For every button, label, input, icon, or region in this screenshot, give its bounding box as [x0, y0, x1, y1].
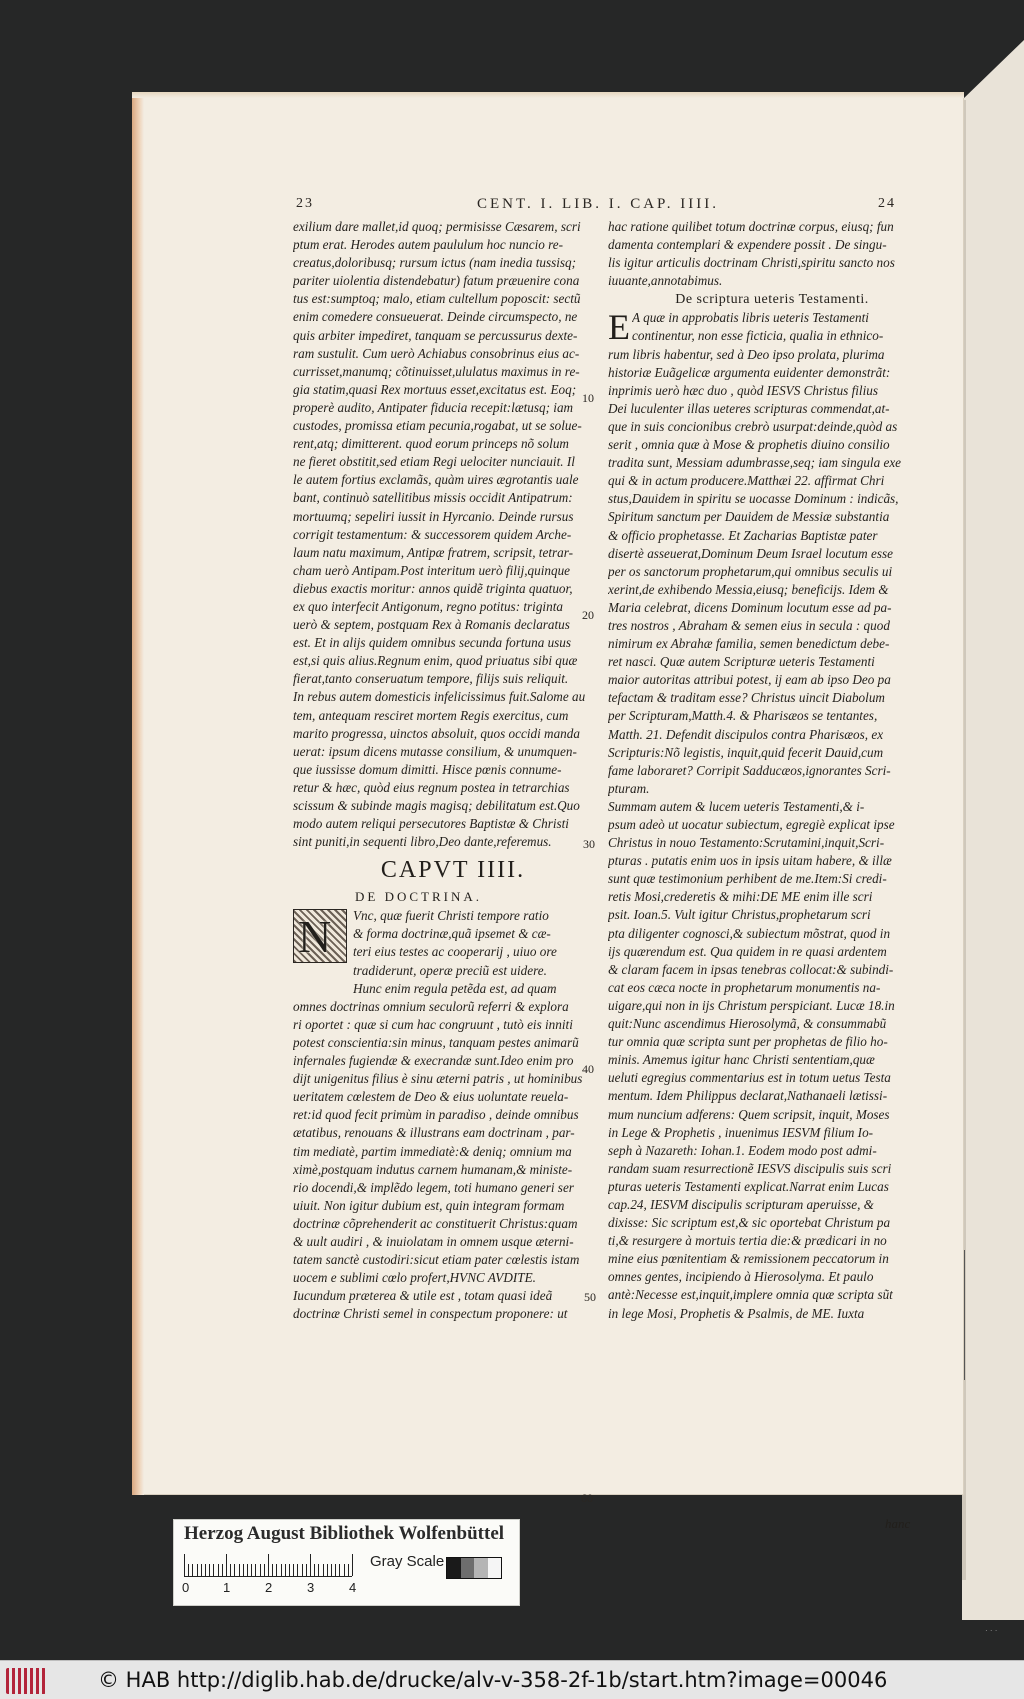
hab-logo-icon: [6, 1668, 46, 1694]
text-line: uerat: ipsum dicens mutasse consilium, & unumquen-: [293, 743, 577, 759]
text-line: randam suam resurrectionẽ IESVS discipulis suis scri: [608, 1160, 892, 1176]
text-line: enim comedere consueuerat. Deinde circumspecto, ne: [293, 309, 578, 325]
ruler-tick: [348, 1564, 349, 1576]
drop-initial-block-right: [608, 307, 936, 348]
text-line: disertè asseuerat,Dominum Deum Israel locutum esse: [608, 545, 893, 561]
ruler-tick: [213, 1564, 214, 1576]
text-line: tim mediatè, partim immediatè:& deniq; omnium ma: [293, 1143, 572, 1159]
text-line: dijt unigenitus filius è sinu æterni patris , ut hominibus: [293, 1071, 583, 1087]
text-line: ram sustulit. Cum uerò Achiabus consobrinus eius ac-: [293, 345, 580, 361]
text-line: uigare,qui non in ijs Christum perspiciant. Lucæ 18.in: [608, 997, 895, 1013]
text-line: ne fieret obstitit,sed etiam Regi uelociter nunciauit. Il: [293, 454, 575, 470]
text-line: pta diligenter cognosci,& subiectum mõstrat, quod in: [608, 925, 891, 941]
text-line: & claram facem in ipsas tenebras collocat:& subindi-: [608, 961, 894, 977]
next-page-mark: · · ·: [985, 1626, 998, 1635]
text-line: corrigit testamentum: & successorem quidem Arche-: [293, 526, 572, 542]
gray-swatch: [446, 1557, 502, 1579]
text-line: Vnc, quæ fuerit Christi tempore ratio: [353, 908, 549, 924]
page-edge-left: [132, 92, 144, 1495]
text-line: cap.24, IESVM discipulis scripturam aperuisse, &: [608, 1196, 874, 1212]
ruler-tick: [318, 1564, 319, 1576]
ruler-tick: [285, 1564, 286, 1576]
gray-scale-card: [173, 1519, 520, 1606]
ruler-tick: [276, 1564, 277, 1576]
next-page-sliver: [962, 40, 1024, 1620]
text-line: minis. Amemus igitur hanc Christi sententiam,quæ: [608, 1052, 875, 1068]
text-line: tradiderunt, operæ preciũ est uidere.: [353, 962, 547, 978]
text-line: antè:Necesse est,inquit,implere omnia quæ scripta sũt: [608, 1287, 893, 1303]
ruler-tick: [184, 1554, 185, 1576]
text-line: psit. Ioan.5. Vult igitur Christus,prophetarum scri: [608, 907, 871, 923]
text-line: est. Et in alijs quidem omnibus secunda fortuna usus: [293, 635, 572, 651]
running-title: CENT. I. LIB. I. CAP. IIII.: [477, 196, 719, 212]
line-number: 60: [581, 1491, 593, 1505]
ruler-tick: [201, 1564, 202, 1576]
text-line: modo autem reliqui persecutores Baptistæ & Christi: [293, 816, 569, 832]
ruler-tick: [260, 1564, 261, 1576]
ruler-tick: [251, 1564, 252, 1576]
ruler-tick: [243, 1564, 244, 1576]
text-line: tradita sunt, Messiam adumbrasse,seq; iam singula exe: [608, 455, 902, 471]
text-line: ex quo interfecit Antigonum, regno potitus: triginta: [293, 598, 563, 614]
centimeter-ruler: [184, 1551, 352, 1577]
text-line: tus est:sumptoq; malo, etiam cultellum poposcit: sectũ: [293, 291, 581, 307]
text-line: gia statim,quasi Rex mortuus esset,excitatus est. Eoq;: [293, 381, 577, 397]
text-line: currisset,manumq; cõtinuisset,ululatus maximus in re-: [293, 363, 580, 379]
text-line: cham uerò Antipam.Post interitum uerò filij,quinque: [293, 562, 571, 578]
gray-patch: [488, 1558, 502, 1578]
ruler-tick: [197, 1564, 198, 1576]
text-line: Spiritum sanctum per Dauidem de Messiæ substantia: [608, 509, 890, 525]
text-line: uocem e sublimi cœlo profert,HVNC AVDITE.: [293, 1270, 536, 1286]
text-line: fame laboraret? Corripit Sadducæos,ignorantes Scri-: [608, 762, 891, 778]
left-text-block: [293, 218, 613, 851]
text-line: custodes, promissa etiam pecunia,rogabat, ut se solue-: [293, 418, 582, 434]
ruler-tick: [239, 1564, 240, 1576]
text-line: mortuumq; sepeliri iussit in Hyrcanio. Deinde rursus: [293, 508, 574, 524]
ruler-tick: [323, 1564, 324, 1576]
text-line: per os sanctorum prophetarum,qui omnibus seculis ui: [608, 563, 893, 579]
text-line: retur & hæc, quòd eius regnum postea in tetrarchias: [293, 779, 570, 795]
text-line: quis arbiter impediret, tanquam se percussurus dexte-: [293, 327, 578, 343]
text-line: ximè,postquam indutus carnem humanam,& ministe-: [293, 1161, 573, 1177]
caput-title: CAPVT IIII.: [380, 857, 526, 884]
initial-letter: N: [298, 911, 332, 963]
text-line: xerint,de exhibendo Messia,eiusq; beneficijs. Idem &: [608, 581, 889, 597]
text-line: retis Mosi,crederetis & mihi:DE ME enim ille scri: [608, 889, 873, 905]
text-line: rio docendi,& implẽdo legem, toti humano generi ser: [293, 1179, 574, 1195]
text-line: infernales fugiendæ & execrandæ sunt.Ideo enim pro: [293, 1053, 574, 1069]
initial-text-block-right: [608, 307, 936, 348]
text-line: mine eius pœnitentiam & remissionem peccatorum in: [608, 1251, 889, 1267]
ruler-tick: [339, 1564, 340, 1576]
text-line: pturas ueteris Testamenti explicat.Narrat enim Lucas: [608, 1178, 889, 1194]
right-text-block: [608, 218, 936, 290]
ruler-tick: [344, 1564, 345, 1576]
ruler-tick: [188, 1564, 189, 1576]
left-column: [293, 218, 613, 1323]
text-line: fierat,tanto conseruatum tempore, filijs suis reliquit.: [293, 671, 569, 687]
ruler-number: 1: [223, 1580, 231, 1595]
text-line: cat eos cæca nocte in prophetarum monumentis na-: [608, 979, 881, 995]
ruler-tick: [335, 1564, 336, 1576]
text-line: psum adeò ut uocatur subiectum, egregiè explicat ipse: [608, 817, 895, 832]
text-line: per Scripturam,Matth.4. & Pharisæos se tentantes,: [608, 708, 878, 724]
ruler-tick: [281, 1564, 282, 1576]
footer-link[interactable]: © HAB http://diglib.hab.de/drucke/alv-v-358-2f-1b/start.htm?image=00046: [98, 1668, 888, 1692]
text-line: stus,Dauidem in spiritu se uocasse Dominum : indicãs,: [608, 491, 899, 507]
text-line: tefactam & traditam esse? Christus uincit Diabolum: [608, 690, 885, 706]
text-line: Summam autem & lucem ueteris Testamenti,& i-: [608, 798, 865, 814]
catchword: hanc: [885, 1516, 911, 1531]
text-line: qui & in actum producere.Matthæi 22. affirmat Chri: [608, 473, 885, 489]
line-number: 30: [583, 837, 595, 851]
ruler-tick: [264, 1564, 265, 1576]
text-line: quit:Nunc ascendimus Hierosolymã, & consummabũ: [608, 1016, 887, 1032]
text-line: inprimis uerò hæc duo , quòd IESVS Christus filius: [608, 382, 878, 398]
text-line: ptum erat. Herodes autem paululum hoc nuncio re-: [293, 237, 564, 253]
text-line: sunt quæ testimonium perhibent de me.Item:Si credi-: [608, 871, 887, 887]
text-line: pariter uiolentia distendebatur) fatum præuenire cona: [293, 273, 580, 289]
ruler-tick: [297, 1564, 298, 1576]
section-heading: De scriptura ueteris Testamenti.: [675, 292, 869, 308]
footer-bar: [0, 1660, 1024, 1699]
text-line: Scripturis:Nõ legistis, inquit,quid fecerit Dauid,cum: [608, 744, 884, 760]
text-line: maior autoritas attribui potest, ij eam ab ipso Deo pa: [608, 672, 891, 688]
text-line: Dei luculenter illas ueteres scripturas commendat,at-: [608, 400, 890, 416]
folio-right: 24: [878, 196, 896, 211]
text-line: teri eius testes ac cooperarij , uiuo ore: [353, 944, 557, 960]
text-line: uiuit. Non igitur dubium est, quin integram formam: [293, 1197, 565, 1213]
text-line: lis igitur articulis doctrinam Christi,spiritu sancto nos: [608, 255, 895, 271]
text-line: & forma doctrinæ,quã ipsemet & cæ-: [353, 926, 551, 942]
line-number: 40: [582, 1062, 594, 1076]
ruler-tick: [230, 1564, 231, 1576]
ruler-number: 3: [307, 1580, 315, 1595]
text-line: rent,atq; dimitterent. quod eorum princeps nõ solum: [293, 436, 569, 452]
text-line: doctrinæ Christi semel in conspectum proponere: ut: [293, 1306, 568, 1322]
initial-letter-right: E: [608, 307, 630, 348]
caput-subtitle: DE DOCTRINA.: [355, 889, 482, 905]
text-line: ueluti egregius commentarius est in totum uetus Testa: [608, 1070, 891, 1086]
ruler-tick: [209, 1564, 210, 1576]
ruler-number: 4: [349, 1580, 357, 1595]
text-line: iuuante,annotabimus.: [608, 273, 723, 289]
text-line: pturas . putatis enim uos in ipsis uitam habere, & illæ: [608, 853, 892, 869]
text-line: & officio prophetasse. Et Zacharias Baptistæ pater: [608, 527, 878, 543]
text-line: que in suis concionibus crebrò usurpat:deinde,quòd as: [608, 418, 898, 434]
text-line: est,si quis alius.Regnum enim, quod priuatus sibi quæ: [293, 653, 578, 669]
ruler-tick: [205, 1564, 206, 1576]
line-number: 10: [582, 391, 594, 405]
text-line: rum libris habentur, sed à Deo ipso prolata, plurima: [608, 346, 885, 362]
text-line: Christus in nouo Testamento:Scrutamini,inquit,Scri-: [608, 835, 885, 851]
text-line: laum natu maximum, Antipæ fratrem, scripsit, tetrar-: [293, 544, 573, 560]
gray-patch: [447, 1558, 461, 1578]
ruler-tick: [272, 1564, 273, 1576]
ruler-tick: [306, 1564, 307, 1576]
ruler-tick: [327, 1564, 328, 1576]
gray-patch: [474, 1558, 488, 1578]
text-line: serit , omnia quæ à Mose & prophetis diuino consilio: [608, 437, 890, 453]
ruler-tick: [289, 1564, 290, 1576]
text-line: damenta contemplari & expendere possit . De singu-: [608, 237, 887, 253]
text-line: In rebus autem domesticis infelicissimus fuit.Salome au: [293, 689, 586, 705]
ruler-tick: [302, 1564, 303, 1576]
text-line: & uult audiri , & inuiolatam in omnem usque æterni-: [293, 1233, 574, 1249]
text-line: in Lege & Prophetis , inuenimus IESVM filium Io-: [608, 1124, 874, 1140]
ruler-tick: [352, 1554, 353, 1576]
text-line: potest conscientia:sin minus, tanquam pestes animarũ: [293, 1034, 579, 1050]
ruler-tick: [310, 1554, 311, 1576]
text-line: omnes doctrinas omnium seculorũ referri & explora: [293, 998, 569, 1014]
ruler-tick: [234, 1564, 235, 1576]
text-line: ijs quærendum est. Qua quidem in re quasi ardentem: [608, 943, 887, 959]
text-line: Maria celebrat, dicens Dominum locutum esse ad pa-: [608, 599, 892, 615]
text-line: omnes gentes, incipiendo à Hierosolyma. Et paulo: [608, 1269, 874, 1285]
line-number: 20: [582, 608, 594, 622]
text-line: doctrinæ cõprehenderit ac constituerit Christus:quam: [293, 1215, 578, 1231]
text-line: mentum. Idem Philippus declarat,Nathanaeli lætissi-: [608, 1088, 888, 1104]
ruler-tick: [314, 1564, 315, 1576]
right-text-block-2: [608, 346, 936, 1323]
text-line: bant, continuò satellitibus missis occidit Antipatrum:: [293, 490, 573, 506]
text-line: exilium dare mallet,id quoq; permisisse Cæsarem, scri: [293, 219, 581, 234]
drop-initial-block: [293, 907, 613, 997]
text-line: A quæ in approbatis libris ueteris Testamenti: [632, 310, 869, 326]
text-line: Iucundum præterea & utile est , totam quasi ideã: [293, 1288, 553, 1304]
decorated-initial: [293, 909, 347, 963]
text-line: dixisse: Sic scriptum est,& sic oportebat Christum pa: [608, 1215, 891, 1231]
ruler-number: 2: [265, 1580, 273, 1595]
text-line: tatem sanctè custodiri:sicut etiam pater cœlestis istam: [293, 1252, 580, 1268]
text-line: nimirum ex Abrahæ familia, semen benedictum debe-: [608, 636, 890, 652]
ruler-tick: [218, 1564, 219, 1576]
ruler-number: 0: [182, 1580, 190, 1595]
text-line: continentur, non esse ficticia, qualia in ethnico-: [632, 328, 884, 344]
text-line: seph à Nazareth: Iohan.1. Eodem modo post admi-: [608, 1142, 877, 1158]
text-line: diebus exactis moritur: annos quidẽ triginta quatuor,: [293, 580, 573, 596]
library-name: Herzog August Bibliothek Wolfenbüttel: [184, 1523, 505, 1544]
next-page-fold: [962, 40, 1024, 100]
text-line: ret:id quod fecit primùm in paradiso , deinde omnibus: [293, 1107, 579, 1123]
text-line: le autem fortius exclamãs, quàm uires ægrotantis uale: [293, 472, 579, 488]
text-line: ri oportet : quæ si cum hac congruunt , tutò eis inniti: [293, 1016, 573, 1032]
text-line: Hunc enim regula petẽda est, ad quam: [353, 980, 557, 996]
text-line: pturam.: [608, 780, 650, 796]
text-line: in lege Mosi, Prophetis & Psalmis, de ME. Iuxta: [608, 1305, 865, 1321]
ruler-tick: [226, 1554, 227, 1576]
text-line: Matth. 21. Defendit discipulos contra Pharisæos, ex: [608, 726, 884, 742]
ruler-tick: [255, 1564, 256, 1576]
text-line: properè audito, Antipater fiducia recepit:lætusq; iam: [293, 399, 574, 415]
text-line: hac ratione quilibet totum doctrinæ corpus, eiusq; fun: [608, 219, 894, 234]
ruler-tick: [222, 1564, 223, 1576]
text-line: uerò & septem, postquam Rex à Romanis declaratus: [293, 617, 570, 633]
text-line: creatus,doloribusq; rursum ictus (nam inedia tussisq;: [293, 255, 577, 271]
text-line: tres nostros , Abraham & semen eius in secula : quod: [608, 617, 890, 633]
left-text-block-2: [293, 998, 613, 1324]
line-number: 50: [584, 1290, 596, 1304]
text-line: marito progressa, uinctos absoluit, quos occidi manda: [293, 725, 580, 741]
text-line: mum nuncium adferens: Quem scripsit, inquit, Moses: [608, 1106, 890, 1122]
text-line: scissum & subinde magis magisq; debilitatum est.Quo: [293, 798, 580, 813]
text-line: ueritatem cœlestem de Deo & eius uoluntate reuela-: [293, 1089, 569, 1105]
page-edge-top: [132, 92, 964, 98]
ruler-tick: [268, 1554, 269, 1576]
text-line: tur omnia quæ scripta sunt per prophetas de filio ho-: [608, 1034, 888, 1050]
gray-scale-label: Gray Scale: [370, 1553, 445, 1570]
right-column: [608, 218, 936, 1323]
book-page: [132, 92, 964, 1531]
ruler-tick: [247, 1564, 248, 1576]
text-line: sint puniti,in sequenti libro,Deo dante,referemus.: [293, 834, 552, 850]
text-line: ret nasci. Quæ autem Scripturæ ueteris Testamenti: [608, 654, 875, 670]
text-line: ætatibus, renouans & illustrans eam doctrinam , par-: [293, 1125, 575, 1141]
ruler-tick: [192, 1564, 193, 1576]
text-line: que iussisse domum dimitti. Hisce pœnis connume-: [293, 761, 562, 777]
text-line: historiæ Euãgelicæ argumenta euidenter demonstrãt:: [608, 364, 891, 380]
ruler-tick: [331, 1564, 332, 1576]
ruler-tick: [293, 1564, 294, 1576]
text-line: ti,& resurgere à mortuis tertia die:& prædicari in no: [608, 1233, 887, 1249]
folio-left: 23: [296, 196, 314, 211]
gray-patch: [461, 1558, 475, 1578]
text-line: tem, antequam resciret mortem Regis exercitus, cum: [293, 707, 569, 723]
